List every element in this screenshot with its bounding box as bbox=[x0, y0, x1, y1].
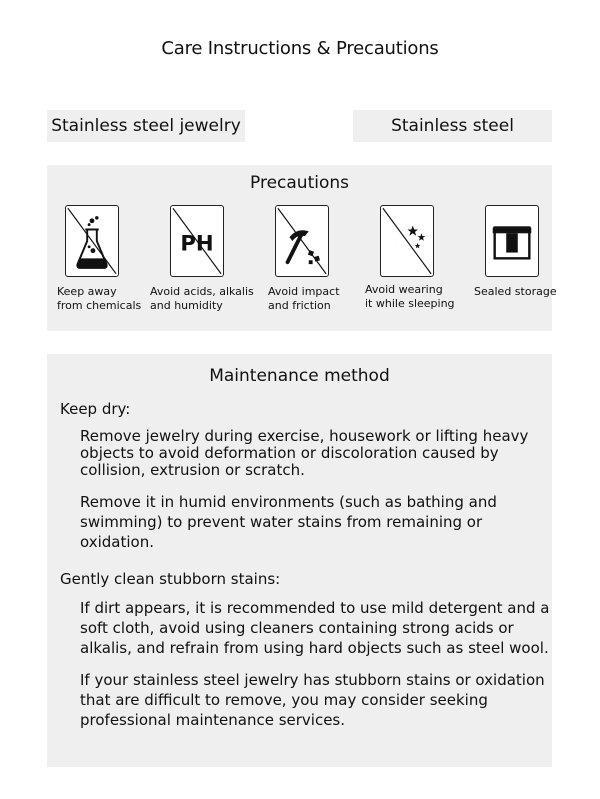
product-label bbox=[47, 110, 245, 142]
precaution-label bbox=[365, 283, 455, 311]
precaution-label bbox=[474, 285, 557, 299]
precaution-label-line: Keep away bbox=[57, 285, 117, 298]
chemical-flask-icon bbox=[65, 205, 119, 277]
maintenance-title: Maintenance method bbox=[209, 366, 390, 386]
precaution-label bbox=[268, 285, 340, 313]
ph-glyph: PH bbox=[180, 230, 214, 256]
precaution-label-line: Avoid acids, alkalis bbox=[150, 285, 254, 298]
hammer-impact-icon bbox=[275, 205, 329, 277]
precaution-label-line: and friction bbox=[268, 299, 331, 312]
material-label bbox=[353, 110, 552, 142]
paragraph-clean-stains-2: If your stainless steel jewelry has stubborn stains or oxidation that are difficult to remove, you may consider seeking professional maintenance services. bbox=[80, 671, 545, 729]
section-heading-keep-dry: Keep dry: bbox=[60, 400, 131, 418]
storage-box-icon bbox=[485, 205, 539, 277]
maintenance-panel bbox=[47, 354, 552, 767]
precaution-label-line: Avoid impact bbox=[268, 285, 340, 298]
precaution-label-line: and humidity bbox=[150, 299, 223, 312]
ph-icon bbox=[170, 205, 224, 277]
paragraph-clean-stains-1: If dirt appears, it is recommended to use mild detergent and a soft cloth, avoid using cleaners containing strong acids or alkalis, and refrain from using hard objects such as steel wool. bbox=[80, 599, 550, 657]
precaution-label-line: from chemicals bbox=[57, 299, 142, 312]
page-title: Care Instructions & Precautions bbox=[161, 38, 439, 59]
precautions-title: Precautions bbox=[250, 173, 349, 193]
material-label-text: Stainless steel bbox=[391, 116, 514, 136]
precautions-panel bbox=[47, 165, 557, 331]
precaution-label-line: it while sleeping bbox=[365, 297, 455, 310]
moon-stars-icon bbox=[380, 205, 434, 277]
paragraph-keep-dry-2: Remove it in humid environments (such as bathing and swimming) to prevent water stains from remaining or oxidation. bbox=[80, 493, 497, 551]
paragraph-keep-dry-1: Remove jewelry during exercise, housework or lifting heavy objects to avoid deformation or discoloration caused by collision, extrusion or scratch. bbox=[80, 427, 529, 479]
section-heading-clean-stains: Gently clean stubborn stains: bbox=[60, 570, 281, 588]
product-label-text: Stainless steel jewelry bbox=[51, 116, 241, 136]
precaution-label-line: Avoid wearing bbox=[365, 283, 443, 296]
precaution-label bbox=[150, 285, 254, 313]
precaution-label-line: Sealed storage bbox=[474, 285, 557, 298]
precaution-label bbox=[57, 285, 141, 313]
